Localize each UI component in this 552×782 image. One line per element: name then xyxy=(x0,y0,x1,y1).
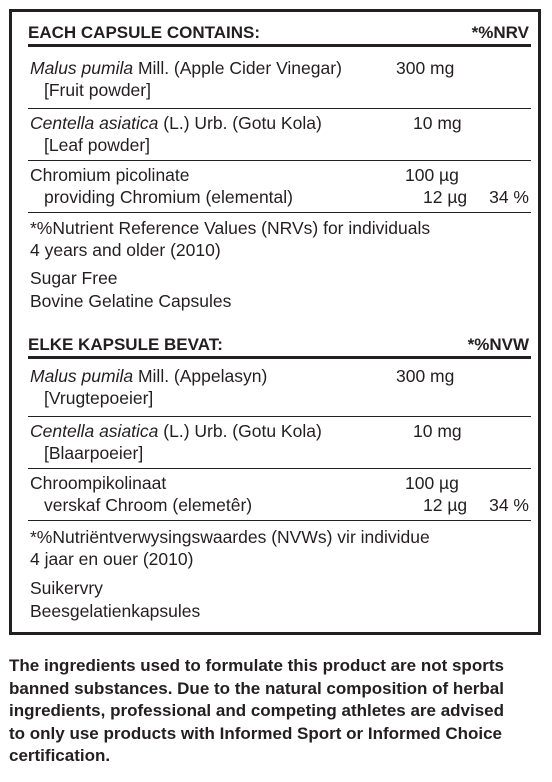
disclaimer-line: banned substances. Due to the natural composition of herbal xyxy=(9,678,504,698)
divider xyxy=(28,212,531,215)
disclaimer-line: The ingredients used to formulate this product are not sports xyxy=(9,656,504,675)
disclaimer-line: to only use products with Informed Sport or Informed Choice xyxy=(9,723,503,743)
disclaimer-line: ingredients, professional and competing athletes are advised xyxy=(9,701,505,720)
ingredient-nvw: 34 % xyxy=(489,495,529,515)
nrv-footnote-line2: 4 years and older (2010) xyxy=(30,240,221,260)
divider xyxy=(28,520,531,523)
ingredient-form: [Vrugtepoeier] xyxy=(44,388,154,408)
ingredient-amount: 300 mg xyxy=(396,58,455,78)
ingredient-amount: 10 mg xyxy=(413,113,462,133)
english-header-nrv: *%NRV xyxy=(471,23,529,42)
disclaimer-line: certification. xyxy=(9,746,111,765)
capsules-text: Bovine Gelatine Capsules xyxy=(30,291,232,311)
afrikaans-section-header xyxy=(28,334,531,359)
nrv-footnote-line1: *%Nutrient Reference Values (NRVs) for individuals xyxy=(30,218,431,238)
capsules-text-af: Beesgelatienkapsules xyxy=(30,601,201,621)
ingredient-latin-name: Centella asiatica xyxy=(30,113,159,133)
ingredient-name: (L.) Urb. (Gotu Kola) xyxy=(158,421,322,441)
ingredient-amount: 10 mg xyxy=(413,421,462,441)
ingredient-row-chromium-af xyxy=(28,468,531,519)
ingredient-row-centella-en xyxy=(28,108,531,162)
ingredient-form: [Blaarpoeier] xyxy=(44,443,144,463)
ingredient-name: Mill. (Appelasyn) xyxy=(133,366,268,386)
ingredient-row-centella-af xyxy=(28,416,531,467)
nvw-footnote-line2: 4 jaar en ouer (2010) xyxy=(30,549,194,569)
ingredient-nrv: 34 % xyxy=(489,187,529,207)
ingredient-sub-amount: 12 µg xyxy=(423,495,468,515)
afrikaans-header-nvw: *%NVW xyxy=(467,335,529,354)
ingredient-latin-name: Centella asiatica xyxy=(30,421,159,441)
ingredient-form: [Leaf powder] xyxy=(44,135,151,155)
ingredient-amount: 100 µg xyxy=(405,165,459,185)
ingredient-sub-amount: 12 µg xyxy=(423,187,468,207)
ingredient-row-malus-af xyxy=(28,365,531,413)
sugar-free-text: Sugar Free xyxy=(30,268,118,288)
supplement-facts-panel xyxy=(9,9,541,635)
ingredient-sub-name: providing Chromium (elemental) xyxy=(44,187,293,207)
ingredient-latin-name: Malus pumila xyxy=(30,58,134,78)
ingredient-name: Mill. (Apple Cider Vinegar) xyxy=(133,58,342,78)
ingredient-amount: 300 mg xyxy=(396,366,455,386)
afrikaans-header-title: ELKE KAPSULE BEVAT: xyxy=(28,335,223,354)
ingredient-name: Chroompikolinaat xyxy=(30,473,167,493)
ingredient-form: [Fruit powder] xyxy=(44,80,151,100)
ingredient-name: Chromium picolinate xyxy=(30,165,190,185)
sports-disclaimer xyxy=(9,655,545,768)
ingredient-sub-name: verskaf Chroom (elemetêr) xyxy=(44,495,253,515)
ingredient-name: (L.) Urb. (Gotu Kola) xyxy=(158,113,322,133)
ingredient-latin-name: Malus pumila xyxy=(30,366,134,386)
ingredient-row-malus-en xyxy=(28,57,531,105)
ingredient-row-chromium-en xyxy=(28,160,531,211)
english-header-title: EACH CAPSULE CONTAINS: xyxy=(28,23,261,42)
ingredient-amount: 100 µg xyxy=(405,473,459,493)
nvw-footnote-line1: *%Nutriëntverwysingswaardes (NVWs) vir individue xyxy=(30,527,430,547)
english-section-header xyxy=(28,22,531,47)
sugar-free-text-af: Suikervry xyxy=(30,578,103,598)
